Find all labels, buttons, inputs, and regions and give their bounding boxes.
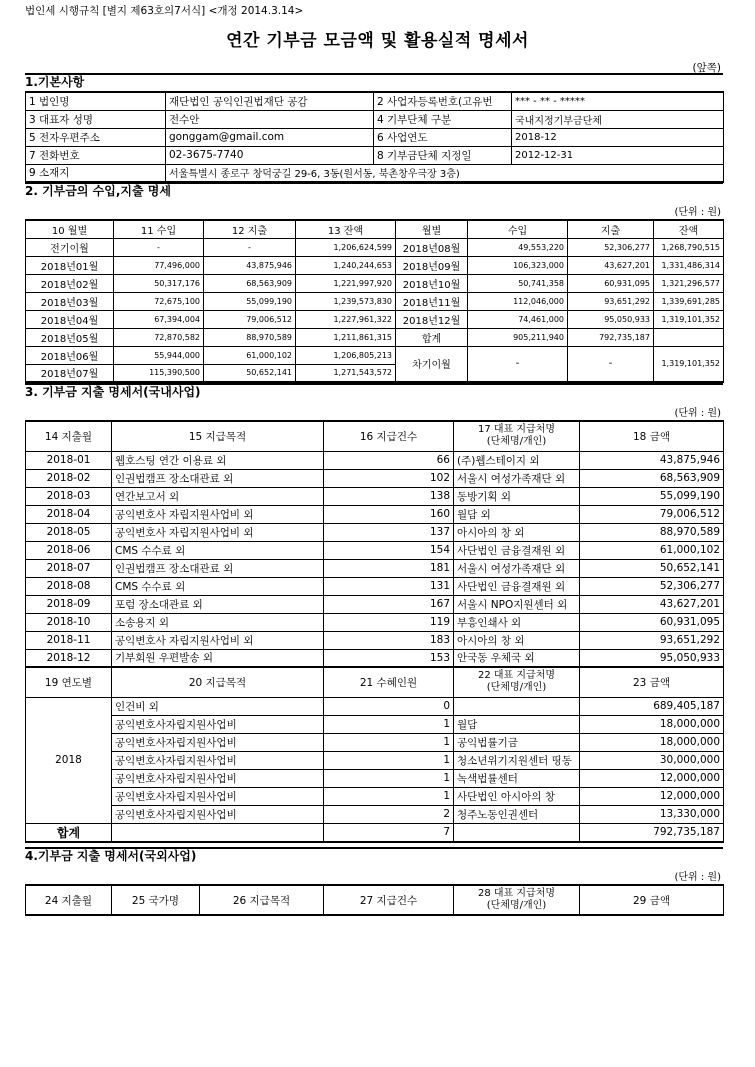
info-row bbox=[26, 128, 724, 146]
field-value: 2012-12-31 bbox=[512, 146, 724, 164]
expense-row bbox=[26, 631, 724, 649]
payee-cell: 안국동 우체국 외 bbox=[454, 649, 580, 667]
month-cell: 2018-01 bbox=[26, 451, 112, 469]
balance-cell: 1,321,296,577 bbox=[654, 274, 724, 292]
column-header: 지출 bbox=[568, 220, 654, 238]
month-cell: 2018-08 bbox=[26, 577, 112, 595]
expense-row bbox=[26, 613, 724, 631]
field-value: 02-3675-7740 bbox=[166, 146, 374, 164]
month-cell: 2018-07 bbox=[26, 559, 112, 577]
data-row bbox=[26, 328, 724, 346]
income-cell: 106,323,000 bbox=[468, 256, 568, 274]
count-cell: 102 bbox=[324, 469, 454, 487]
expense-row bbox=[26, 487, 724, 505]
payee-cell bbox=[454, 697, 580, 715]
column-header: 23 금액 bbox=[580, 667, 724, 697]
month-cell: 2018-02 bbox=[26, 469, 112, 487]
purpose-cell: 공익변호사자립지원사업비 bbox=[112, 751, 324, 769]
purpose-cell: 공익변호사자립지원사업비 bbox=[112, 769, 324, 787]
year-cell: 2018 bbox=[26, 697, 112, 823]
expense-row bbox=[26, 595, 724, 613]
balance-cell: 1,331,486,314 bbox=[654, 256, 724, 274]
income-cell: 74,461,000 bbox=[468, 310, 568, 328]
count-cell: 138 bbox=[324, 487, 454, 505]
expense-row bbox=[26, 751, 724, 769]
expense-cell: 60,931,095 bbox=[568, 274, 654, 292]
purpose-cell: 웹호스팅 연간 이용료 외 bbox=[112, 451, 324, 469]
column-header: 수입 bbox=[468, 220, 568, 238]
income-cell: - bbox=[468, 346, 568, 382]
field-label: 2 사업자등록번호(고유번 bbox=[374, 92, 512, 110]
expense-row bbox=[26, 577, 724, 595]
payee-cell: 부흥인쇄사 외 bbox=[454, 613, 580, 631]
month-cell: 2018년11월 bbox=[396, 292, 468, 310]
data-row bbox=[26, 310, 724, 328]
unit-label-3: (단위 : 원) bbox=[674, 408, 721, 419]
income-cell: 72,870,582 bbox=[114, 328, 204, 346]
field-value: gonggam@gmail.com bbox=[166, 128, 374, 146]
column-header: 잔액 bbox=[654, 220, 724, 238]
payee-cell: (주)웹스테이지 외 bbox=[454, 451, 580, 469]
field-value: 전수안 bbox=[166, 110, 374, 128]
purpose-cell: 소송용지 외 bbox=[112, 613, 324, 631]
field-value: *** - ** - ***** bbox=[512, 92, 724, 110]
month-cell: 2018-06 bbox=[26, 541, 112, 559]
count-cell: 181 bbox=[324, 559, 454, 577]
header-row bbox=[26, 220, 724, 238]
column-header: 27 지급건수 bbox=[324, 885, 454, 915]
column-header: 16 지급건수 bbox=[324, 421, 454, 451]
purpose-cell: 기부회원 우편발송 외 bbox=[112, 649, 324, 667]
header-line: (단체명/개인) bbox=[486, 436, 547, 448]
purpose-cell bbox=[112, 823, 324, 842]
column-header: 19 연도별 bbox=[26, 667, 112, 697]
month-cell: 2018년07월 bbox=[26, 364, 114, 382]
column-header: 20 지급목적 bbox=[112, 667, 324, 697]
expense-cell: 93,651,292 bbox=[568, 292, 654, 310]
column-header: 18 금액 bbox=[580, 421, 724, 451]
section3-heading: 3. 기부금 지출 명세서(국내사업) bbox=[25, 383, 723, 400]
expense-cell: - bbox=[568, 346, 654, 382]
header-line: (단체명/개인) bbox=[486, 900, 547, 911]
section4-heading: 4.기부금 지출 명세서(국외사업) bbox=[25, 847, 723, 864]
header-line: 22 대표 지급처명 bbox=[477, 670, 556, 682]
expense-cell: - bbox=[204, 238, 296, 256]
month-cell: 2018년05월 bbox=[26, 328, 114, 346]
overseas-expense-table bbox=[25, 884, 724, 916]
expense-row bbox=[26, 787, 724, 805]
count-cell: 183 bbox=[324, 631, 454, 649]
info-row bbox=[26, 110, 724, 128]
field-label: 8 기부금단체 지정일 bbox=[374, 146, 512, 164]
amount-cell: 88,970,589 bbox=[580, 523, 724, 541]
payee-cell: 서울시 NPO지원센터 외 bbox=[454, 595, 580, 613]
purpose-cell: 공익변호사 자립지원사업비 외 bbox=[112, 631, 324, 649]
expense-cell: 55,099,190 bbox=[204, 292, 296, 310]
field-value: 2018-12 bbox=[512, 128, 724, 146]
amount-cell: 12,000,000 bbox=[580, 769, 724, 787]
field-value: 재단법인 공익인권법재단 공감 bbox=[166, 92, 374, 110]
amount-cell: 52,306,277 bbox=[580, 577, 724, 595]
column-header bbox=[454, 421, 580, 451]
column-header: 15 지급목적 bbox=[112, 421, 324, 451]
page-side-label: (앞쪽) bbox=[692, 62, 721, 74]
expense-cell: 88,970,589 bbox=[204, 328, 296, 346]
expense-row bbox=[26, 715, 724, 733]
column-header: 29 금액 bbox=[580, 885, 724, 915]
column-header: 21 수혜인원 bbox=[324, 667, 454, 697]
unit-label-4: (단위 : 원) bbox=[674, 872, 721, 883]
amount-cell: 18,000,000 bbox=[580, 715, 724, 733]
expense-cell: 792,735,187 bbox=[568, 328, 654, 346]
balance-cell: 1,206,805,213 bbox=[296, 346, 396, 364]
balance-cell: 1,268,790,515 bbox=[654, 238, 724, 256]
month-cell: 2018-11 bbox=[26, 631, 112, 649]
expense-cell: 79,006,512 bbox=[204, 310, 296, 328]
expense-row bbox=[26, 697, 724, 715]
month-cell: 2018년01월 bbox=[26, 256, 114, 274]
amount-cell: 689,405,187 bbox=[580, 697, 724, 715]
column-header: 24 지출월 bbox=[26, 885, 112, 915]
amount-cell: 50,652,141 bbox=[580, 559, 724, 577]
balance-cell: 1,240,244,653 bbox=[296, 256, 396, 274]
amount-cell: 13,330,000 bbox=[580, 805, 724, 823]
income-cell: 49,553,220 bbox=[468, 238, 568, 256]
field-label: 3 대표자 성명 bbox=[26, 110, 166, 128]
count-cell: 154 bbox=[324, 541, 454, 559]
payee-cell: 월담 bbox=[454, 715, 580, 733]
balance-cell: 1,319,101,352 bbox=[654, 346, 724, 382]
header-row bbox=[26, 421, 724, 451]
info-row bbox=[26, 92, 724, 110]
income-cell: - bbox=[114, 238, 204, 256]
data-row bbox=[26, 274, 724, 292]
count-cell: 119 bbox=[324, 613, 454, 631]
count-cell: 0 bbox=[324, 697, 454, 715]
count-cell: 1 bbox=[324, 733, 454, 751]
payee-cell: 공익법률기금 bbox=[454, 733, 580, 751]
expense-cell: 43,875,946 bbox=[204, 256, 296, 274]
purpose-cell: 공익변호사 자립지원사업비 외 bbox=[112, 523, 324, 541]
purpose-cell: 공익변호사 자립지원사업비 외 bbox=[112, 505, 324, 523]
column-header: 14 지출월 bbox=[26, 421, 112, 451]
total-row bbox=[26, 823, 724, 842]
purpose-cell: 공익변호사자립지원사업비 bbox=[112, 733, 324, 751]
expense-cell: 50,652,141 bbox=[204, 364, 296, 382]
field-label: 7 전화번호 bbox=[26, 146, 166, 164]
count-cell: 1 bbox=[324, 751, 454, 769]
month-cell: 2018년02월 bbox=[26, 274, 114, 292]
column-header bbox=[454, 667, 580, 697]
expense-row bbox=[26, 559, 724, 577]
data-row bbox=[26, 346, 724, 364]
amount-cell: 18,000,000 bbox=[580, 733, 724, 751]
expense-cell: 68,563,909 bbox=[204, 274, 296, 292]
basic-info-table bbox=[25, 91, 724, 183]
expense-row bbox=[26, 649, 724, 667]
column-header bbox=[454, 885, 580, 915]
document-title: 연간 기부금 모금액 및 활용실적 명세서 bbox=[226, 31, 529, 51]
field-label: 5 전자우편주소 bbox=[26, 128, 166, 146]
header-line: 28 대표 지급처명 bbox=[477, 888, 556, 899]
section2-heading: 2. 기부금의 수입,지출 명세 bbox=[25, 182, 723, 199]
column-header: 26 지급목적 bbox=[200, 885, 324, 915]
column-header: 25 국가명 bbox=[112, 885, 200, 915]
expense-cell: 52,306,277 bbox=[568, 238, 654, 256]
month-cell: 2018년09월 bbox=[396, 256, 468, 274]
field-value: 국내지정기부금단체 bbox=[512, 110, 724, 128]
income-cell: 112,046,000 bbox=[468, 292, 568, 310]
balance-cell: 1,339,691,285 bbox=[654, 292, 724, 310]
income-cell: 72,675,100 bbox=[114, 292, 204, 310]
purpose-cell: 공익변호사자립지원사업비 bbox=[112, 787, 324, 805]
header-line: 17 대표 지급처명 bbox=[477, 424, 556, 436]
payee-cell bbox=[454, 823, 580, 842]
payee-cell: 청주노동인권센터 bbox=[454, 805, 580, 823]
expense-row bbox=[26, 541, 724, 559]
purpose-cell: 인건비 외 bbox=[112, 697, 324, 715]
count-cell: 160 bbox=[324, 505, 454, 523]
month-cell: 2018-03 bbox=[26, 487, 112, 505]
balance-cell: 1,319,101,352 bbox=[654, 310, 724, 328]
purpose-cell: 포럼 장소대관료 외 bbox=[112, 595, 324, 613]
amount-cell: 55,099,190 bbox=[580, 487, 724, 505]
purpose-cell: 공익변호사자립지원사업비 bbox=[112, 805, 324, 823]
column-header: 12 지출 bbox=[204, 220, 296, 238]
amount-cell: 30,000,000 bbox=[580, 751, 724, 769]
expense-row bbox=[26, 733, 724, 751]
month-cell: 2018년10월 bbox=[396, 274, 468, 292]
field-label: 9 소재지 bbox=[26, 164, 166, 182]
address-value: 서울특별시 종로구 창덕궁길 29-6, 3동(원서동, 북촌창우극장 3층) bbox=[166, 164, 724, 182]
field-label: 6 사업연도 bbox=[374, 128, 512, 146]
month-cell: 2018-04 bbox=[26, 505, 112, 523]
month-cell: 2018년06월 bbox=[26, 346, 114, 364]
balance-cell: 1,271,543,572 bbox=[296, 364, 396, 382]
expense-cell: 61,000,102 bbox=[204, 346, 296, 364]
payee-cell: 아시아의 창 외 bbox=[454, 631, 580, 649]
count-cell: 1 bbox=[324, 769, 454, 787]
amount-cell: 43,627,201 bbox=[580, 595, 724, 613]
month-cell: 2018년04월 bbox=[26, 310, 114, 328]
data-row bbox=[26, 292, 724, 310]
domestic-expense-table bbox=[25, 420, 724, 843]
count-cell: 2 bbox=[324, 805, 454, 823]
income-cell: 50,317,176 bbox=[114, 274, 204, 292]
balance-cell: 1,221,997,920 bbox=[296, 274, 396, 292]
column-header: 11 수입 bbox=[114, 220, 204, 238]
expense-row bbox=[26, 469, 724, 487]
field-label: 4 기부단체 구분 bbox=[374, 110, 512, 128]
purpose-cell: CMS 수수료 외 bbox=[112, 577, 324, 595]
balance-cell: 1,206,624,599 bbox=[296, 238, 396, 256]
payee-cell: 서울시 여성가족재단 외 bbox=[454, 559, 580, 577]
carry-label: 차기이월 bbox=[396, 346, 468, 382]
data-row bbox=[26, 256, 724, 274]
month-cell: 합계 bbox=[396, 328, 468, 346]
count-cell: 66 bbox=[324, 451, 454, 469]
month-cell: 2018년12월 bbox=[396, 310, 468, 328]
month-cell: 2018-05 bbox=[26, 523, 112, 541]
purpose-cell: 공익변호사자립지원사업비 bbox=[112, 715, 324, 733]
payee-cell: 사단법인 금융결재원 외 bbox=[454, 577, 580, 595]
amount-cell: 43,875,946 bbox=[580, 451, 724, 469]
amount-cell: 79,006,512 bbox=[580, 505, 724, 523]
count-cell: 137 bbox=[324, 523, 454, 541]
purpose-cell: CMS 수수료 외 bbox=[112, 541, 324, 559]
total-label: 합계 bbox=[26, 823, 112, 842]
amount-cell: 12,000,000 bbox=[580, 787, 724, 805]
payee-cell: 사단법인 금융결재원 외 bbox=[454, 541, 580, 559]
count-cell: 167 bbox=[324, 595, 454, 613]
field-label: 1 법인명 bbox=[26, 92, 166, 110]
expense-cell: 43,627,201 bbox=[568, 256, 654, 274]
amount-cell: 95,050,933 bbox=[580, 649, 724, 667]
column-header: 월별 bbox=[396, 220, 468, 238]
column-header: 10 월별 bbox=[26, 220, 114, 238]
count-cell: 1 bbox=[324, 787, 454, 805]
total-amount: 792,735,187 bbox=[580, 823, 724, 842]
income-cell: 67,394,004 bbox=[114, 310, 204, 328]
month-cell: 2018-10 bbox=[26, 613, 112, 631]
expense-row bbox=[26, 451, 724, 469]
data-row bbox=[26, 238, 724, 256]
balance-cell: 1,211,861,315 bbox=[296, 328, 396, 346]
month-cell: 2018-12 bbox=[26, 649, 112, 667]
count-cell: 131 bbox=[324, 577, 454, 595]
count-cell: 153 bbox=[324, 649, 454, 667]
income-expense-table bbox=[25, 219, 724, 383]
purpose-cell: 연간보고서 외 bbox=[112, 487, 324, 505]
income-cell: 905,211,940 bbox=[468, 328, 568, 346]
month-cell: 2018년03월 bbox=[26, 292, 114, 310]
total-count: 7 bbox=[324, 823, 454, 842]
amount-cell: 61,000,102 bbox=[580, 541, 724, 559]
info-row bbox=[26, 146, 724, 164]
purpose-cell: 인권법캠프 장소대관료 외 bbox=[112, 559, 324, 577]
month-cell: 2018-09 bbox=[26, 595, 112, 613]
address-row bbox=[26, 164, 724, 182]
expense-row bbox=[26, 505, 724, 523]
unit-label: (단위 : 원) bbox=[674, 207, 721, 218]
income-cell: 50,741,358 bbox=[468, 274, 568, 292]
count-cell: 1 bbox=[324, 715, 454, 733]
expense-cell: 95,050,933 bbox=[568, 310, 654, 328]
month-cell: 전기이월 bbox=[26, 238, 114, 256]
payee-cell: 월담 외 bbox=[454, 505, 580, 523]
expense-row bbox=[26, 805, 724, 823]
payee-cell: 녹색법률센터 bbox=[454, 769, 580, 787]
header-row bbox=[26, 667, 724, 697]
income-cell: 77,496,000 bbox=[114, 256, 204, 274]
form-reference: 법인세 시행규칙 [별지 제63호의7서식] <개정 2014.3.14> bbox=[25, 5, 304, 17]
payee-cell: 서울시 여성가족재단 외 bbox=[454, 469, 580, 487]
header-row bbox=[26, 885, 724, 915]
payee-cell: 아시아의 창 외 bbox=[454, 523, 580, 541]
balance-cell: 1,227,961,322 bbox=[296, 310, 396, 328]
expense-row bbox=[26, 523, 724, 541]
income-cell: 55,944,000 bbox=[114, 346, 204, 364]
column-header: 13 잔액 bbox=[296, 220, 396, 238]
month-cell: 2018년08월 bbox=[396, 238, 468, 256]
amount-cell: 93,651,292 bbox=[580, 631, 724, 649]
header-line: (단체명/개인) bbox=[486, 682, 547, 694]
balance-cell: 1,239,573,830 bbox=[296, 292, 396, 310]
amount-cell: 68,563,909 bbox=[580, 469, 724, 487]
income-cell: 115,390,500 bbox=[114, 364, 204, 382]
balance-cell bbox=[654, 328, 724, 346]
payee-cell: 청소년위기지원센터 띵동 bbox=[454, 751, 580, 769]
expense-row bbox=[26, 769, 724, 787]
purpose-cell: 인권법캠프 장소대관료 외 bbox=[112, 469, 324, 487]
section1-heading: 1.기본사항 bbox=[25, 73, 723, 90]
amount-cell: 60,931,095 bbox=[580, 613, 724, 631]
payee-cell: 사단법인 아시아의 창 bbox=[454, 787, 580, 805]
payee-cell: 동방기획 외 bbox=[454, 487, 580, 505]
